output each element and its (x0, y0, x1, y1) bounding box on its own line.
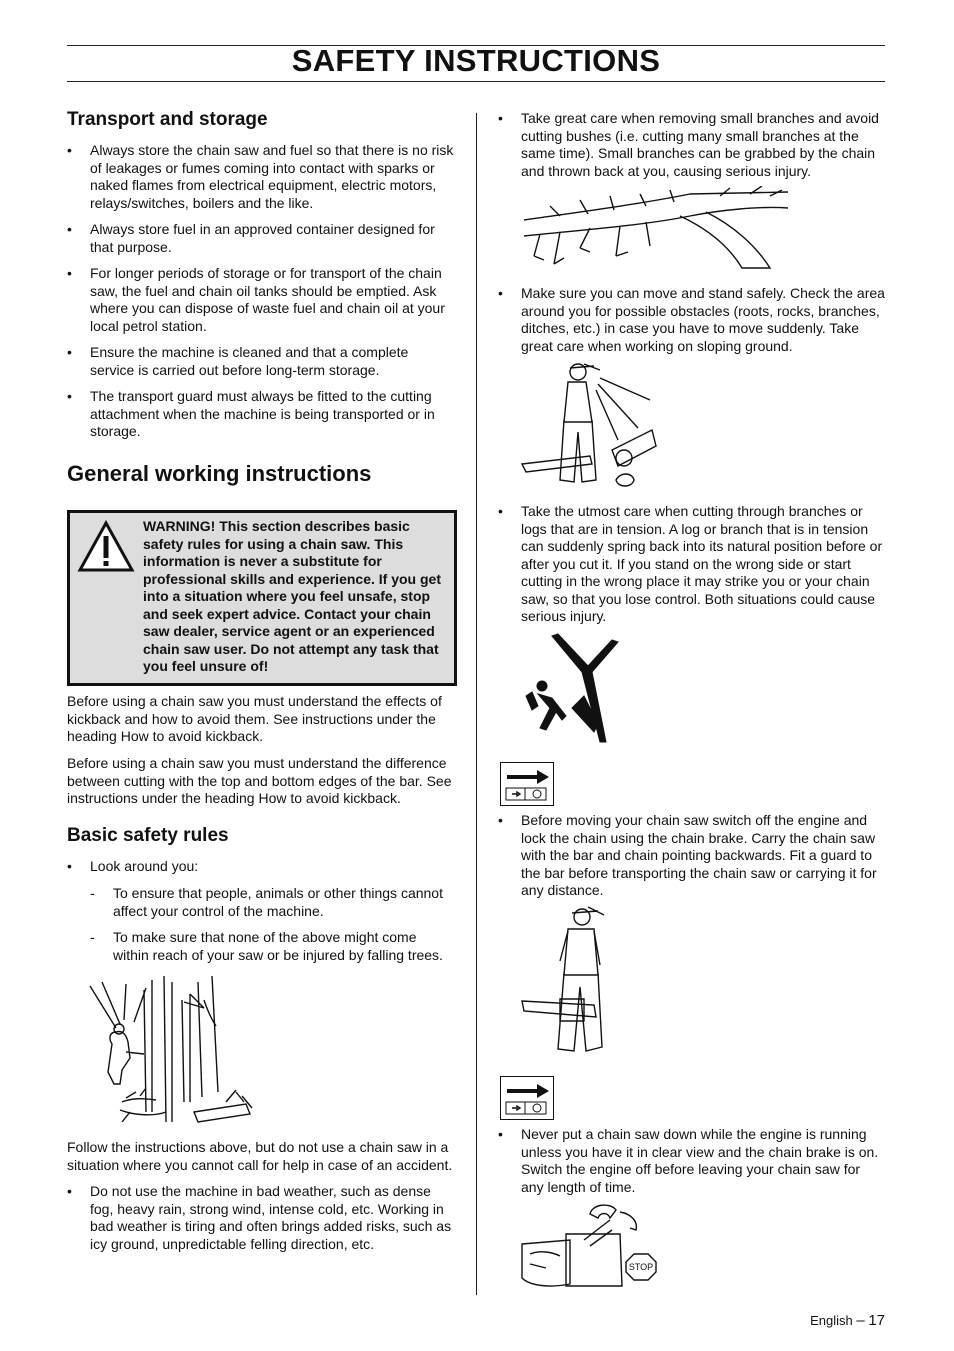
line: affect your control of the machine. (113, 902, 324, 919)
line: fog, heavy rain, strong wind, intense cold, etc. Working in (90, 1200, 444, 1217)
line: of leakages or fumes coming into contact with sparks or (90, 159, 435, 176)
warning-text (143, 518, 448, 676)
line: WARNING! This section describes basic (143, 518, 410, 534)
bullet-text (521, 285, 885, 355)
bullet-text (521, 812, 877, 900)
bullet-text (90, 388, 435, 441)
line: Before using a chain saw you must understand the difference (67, 755, 447, 771)
line: Before moving your chain saw switch off the engine and (521, 812, 868, 828)
forest-felling-illustration (86, 972, 258, 1127)
line: can suddenly spring back into its natural position before or (521, 538, 883, 554)
bullet-mark: • (67, 221, 72, 237)
bullet-text (90, 265, 445, 335)
line: chain saw user. Do not attempt any task that (143, 640, 439, 657)
branch-log-illustration (520, 186, 790, 274)
line: and seek expert advice. Contact your chain (143, 605, 431, 622)
line: Ensure the machine is cleaned and that a complete (90, 344, 409, 360)
dash-mark: - (90, 885, 95, 901)
bullet-mark: • (67, 388, 72, 404)
line: The transport guard must always be fitted to the cutting (90, 388, 432, 404)
line: the bar before transporting the chain saw or carrying it for (521, 864, 877, 881)
help-paragraph (67, 1139, 462, 1174)
line: To make sure that none of the above might come (113, 929, 417, 945)
bullet-text (521, 503, 882, 626)
arrow-right-icon (505, 767, 549, 801)
dash-text (113, 885, 443, 920)
line: great care when working on sloping ground. (521, 337, 793, 354)
footer-language: English (810, 1313, 853, 1328)
bullet-mark: • (498, 1126, 503, 1142)
dash-mark: - (90, 929, 95, 945)
page-title: SAFETY INSTRUCTIONS (291, 43, 661, 78)
line: Never put a chain saw down while the engine is running (521, 1126, 867, 1142)
line: same time). Small branches can be grabbed by the chain (521, 145, 876, 161)
line: that purpose. (90, 238, 172, 255)
line: any length of time. (521, 1178, 636, 1195)
kickback-paragraph-1 (67, 693, 462, 746)
chain-brake-symbol-2 (500, 1076, 554, 1120)
line: icy ground, unpredictable felling direction, etc. (90, 1235, 375, 1252)
line: attachment when the machine is being transported or in (90, 405, 435, 422)
line: saw dealer, service agent or an experienced (143, 623, 435, 639)
line: Make sure you can move and stand safely. Check the area (521, 285, 885, 301)
line: lock the chain using the chain brake. Carry the chain saw (521, 829, 876, 846)
bullet-mark: • (67, 344, 72, 360)
line: ditches, etc.) in case you have to move suddenly. Take (521, 320, 860, 336)
line: saw, so that you lose control. Both situations could cause (521, 590, 876, 607)
bullet-text (90, 142, 453, 212)
line: unless you have it in clear view and the chain brake is on. (521, 1143, 879, 1160)
bullet-text (521, 1126, 878, 1196)
bullet-text (90, 221, 435, 256)
page-footer (760, 1312, 885, 1329)
line: instructions under the heading How to avoid kickback. (67, 790, 401, 806)
line: service is carried out before long-term storage. (90, 361, 380, 378)
line: Before using a chain saw you must understand the effects of (67, 693, 442, 709)
line: safety rules for using a chain saw. This (143, 535, 404, 552)
line: within reach of your saw or be injured by falling trees. (113, 946, 443, 963)
transport-heading: Transport and storage (67, 109, 268, 130)
line: between cutting with the top and bottom edges of the bar. See (67, 772, 452, 789)
line: storage. (90, 423, 141, 439)
line: Follow the instructions above, but do not use a chain saw in a (67, 1139, 449, 1155)
line: bad weather is tiring and often brings added risks, such as (90, 1218, 452, 1234)
header-bottom-rule (67, 81, 885, 82)
line: and thrown back at you, causing serious injury. (521, 162, 812, 179)
bullet-mark: • (498, 285, 503, 301)
line: Always store the chain saw and fuel so that there is no risk (90, 142, 454, 158)
line: saw, the fuel and chain oil tanks should be emptied. Ask (90, 282, 437, 299)
bullet-mark: • (67, 265, 72, 281)
line: local petrol station. (90, 317, 207, 334)
line: naked flames from electrical equipment, electric motors, (90, 177, 437, 193)
dash-text (113, 929, 443, 964)
line: logs that are in tension. A log or branch that is in tension (521, 520, 869, 537)
chainsaw-stop-illustration (520, 1200, 662, 1292)
line: For longer periods of storage or for transport of the chain (90, 265, 442, 281)
column-divider (476, 113, 477, 1295)
line: any distance. (521, 882, 604, 898)
line: Always store fuel in an approved container designed for (90, 221, 435, 237)
arrow-right-icon (505, 1081, 549, 1115)
general-heading: General working instructions (67, 461, 372, 486)
line: Do not use the machine in bad weather, such as dense (90, 1183, 431, 1199)
line: professional skills and experience. If you get (143, 570, 441, 587)
basic-rules-heading: Basic safety rules (67, 825, 229, 846)
line: information is never a substitute for (143, 553, 382, 569)
bullet-text (90, 1183, 451, 1253)
bullet-text: Look around you: (90, 858, 199, 874)
carrying-saw-illustration (520, 905, 612, 1057)
operator-obstacles-illustration (520, 360, 660, 492)
bullet-mark: • (67, 1183, 72, 1199)
line: around you for possible obstacles (roots, rocks, branches, (521, 302, 880, 319)
kickback-paragraph-2 (67, 755, 462, 808)
line: To ensure that people, animals or other things cannot (113, 885, 443, 901)
line: after you cut it. If you stand on the wrong side or start (521, 555, 851, 572)
line: Take the utmost care when cutting through branches or (521, 503, 863, 519)
bullet-mark: • (498, 503, 503, 519)
warning-box (67, 510, 457, 686)
stop-sign-label: STOP (628, 1262, 654, 1272)
bullet-mark: • (498, 110, 503, 126)
bullet-mark: • (67, 142, 72, 158)
line: Switch the engine off before leaving your chain saw for (521, 1161, 861, 1177)
footer-dash: – (856, 1312, 865, 1329)
warning-triangle-icon (77, 520, 135, 574)
bullet-text (521, 110, 879, 180)
chain-brake-symbol-1 (500, 762, 554, 806)
line: Take great care when removing small branches and avoid (521, 110, 879, 126)
tension-branch-illustration (522, 632, 630, 744)
line: kickback and how to avoid them. See instructions under the (67, 710, 436, 727)
line: into a situation where you feel unsafe, stop (143, 588, 431, 604)
bullet-mark: • (498, 812, 503, 828)
line: situation where you cannot call for help in case of an accident. (67, 1156, 453, 1173)
bullet-text (90, 344, 408, 379)
line: cutting in the wrong place it may strike you or your chain (521, 573, 870, 589)
line: heading How to avoid kickback. (67, 728, 264, 744)
line: cutting bushes (i.e. cutting many small branches at the (521, 127, 859, 144)
bullet-mark: • (67, 858, 72, 874)
line: you feel unsure of! (143, 658, 269, 674)
line: where you can dispose of waste fuel and chain oil at your (90, 300, 445, 316)
line: with the bar and chain pointing backwards. Fit a guard to (521, 847, 872, 863)
line: relays/switches, boilers and the like. (90, 194, 314, 211)
line: serious injury. (521, 608, 607, 624)
page-number: 17 (868, 1312, 885, 1329)
